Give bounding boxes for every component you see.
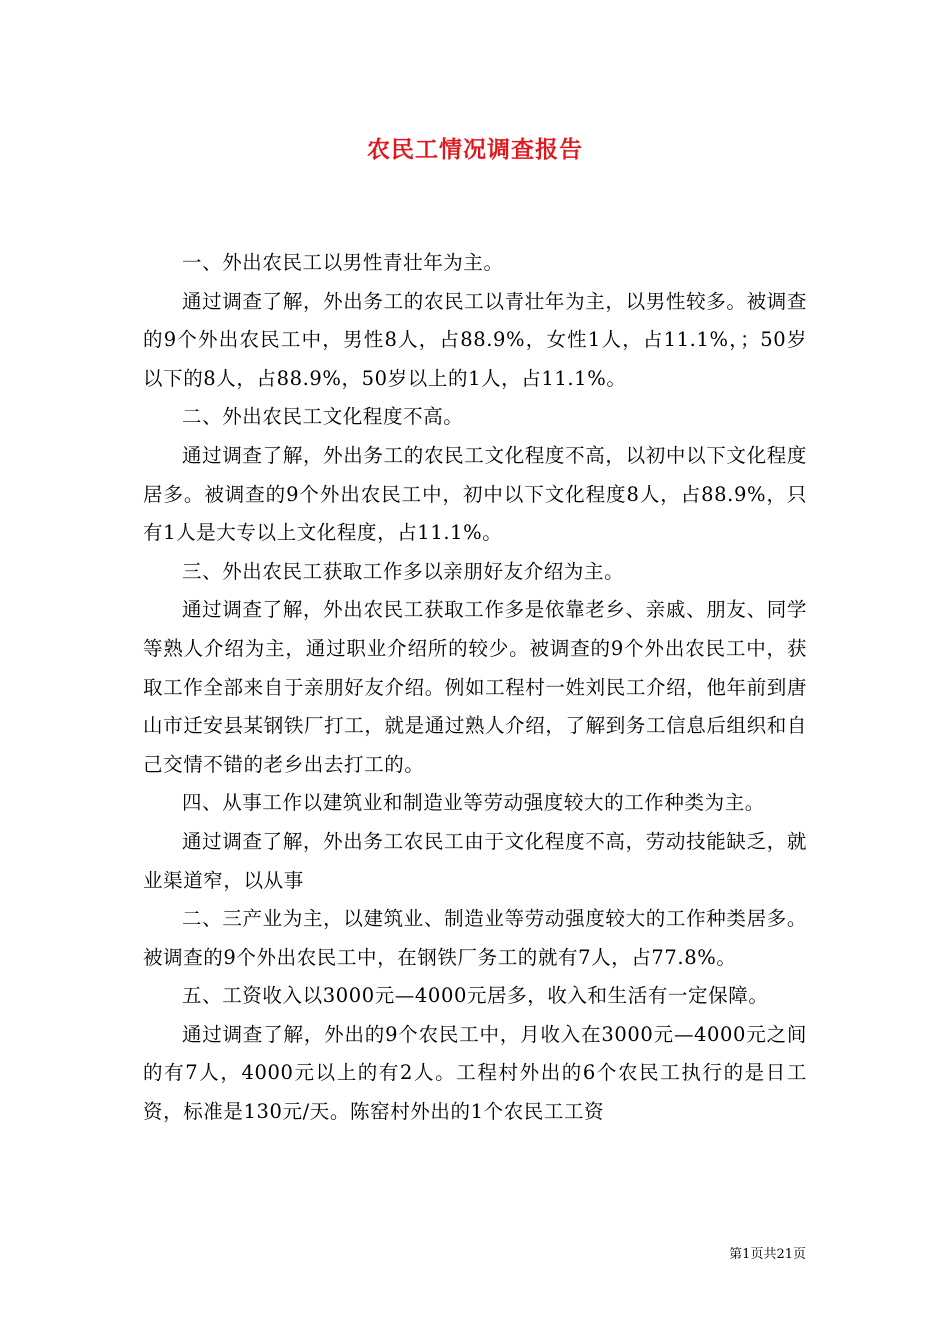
section-heading-3: 三、外出农民工获取工作多以亲朋好友介绍为主。 <box>182 559 625 583</box>
paragraph-5: 通过调查了解，外出的9个农民工中，月收入在3000元—4000元之间的有7人，4000元以上的有2人。工程村外出的6个农民工执行的是日工资，标准是130元/天。陈窑村外出的1个农民工工资 <box>143 1022 807 1124</box>
document-body <box>143 244 807 1132</box>
paragraph-4-continued: 二、三产业为主，以建筑业、制造业等劳动强度较大的工作种类居多。被调查的9个外出农民工中，在钢铁厂务工的就有7人，占77.8%。 <box>143 907 807 969</box>
paragraph-1: 通过调查了解，外出务工的农民工以青壮年为主，以男性较多。被调查的9个外出农民工中，男性8人，占88.9%，女性1人，占11.1%，；50岁以下的8人，占88.9%，50岁以上的1人，占11.1%。 <box>143 289 807 390</box>
section-heading-4: 四、从事工作以建筑业和制造业等劳动强度较大的工作种类为主。 <box>182 791 765 815</box>
paragraph-4: 通过调查了解，外出务工农民工由于文化程度不高，劳动技能缺乏，就业渠道窄，以从事 <box>143 829 807 892</box>
paragraph-2: 通过调查了解，外出务工的农民工文化程度不高，以初中以下文化程度居多。被调查的9个外出农民工中，初中以下文化程度8人，占88.9%，只有1人是大专以上文化程度，占11.1%。 <box>143 443 807 545</box>
paragraph-3: 通过调查了解，外出农民工获取工作多是依靠老乡、亲戚、朋友、同学等熟人介绍为主，通过职业介绍所的较少。被调查的9个外出农民工中，获取工作全部来自于亲朋好友介绍。例如工程村一姓刘民工介绍，他年前到唐山市迁安县某钢铁厂打工，就是通过熟人介绍，了解到务工信息后组织和自己交情不错的老乡出去打工的。 <box>143 598 807 776</box>
page-number-footer: 第1页共21页 <box>729 1247 806 1262</box>
section-heading-5: 五、工资收入以3000元—4000元居多，收入和生活有一定保障。 <box>182 984 769 1008</box>
section-heading-1: 一、外出农民工以男性青壮年为主。 <box>182 251 504 274</box>
section-heading-2: 二、外出农民工文化程度不高。 <box>182 405 464 429</box>
document-title: 农民工情况调查报告 <box>367 136 583 163</box>
